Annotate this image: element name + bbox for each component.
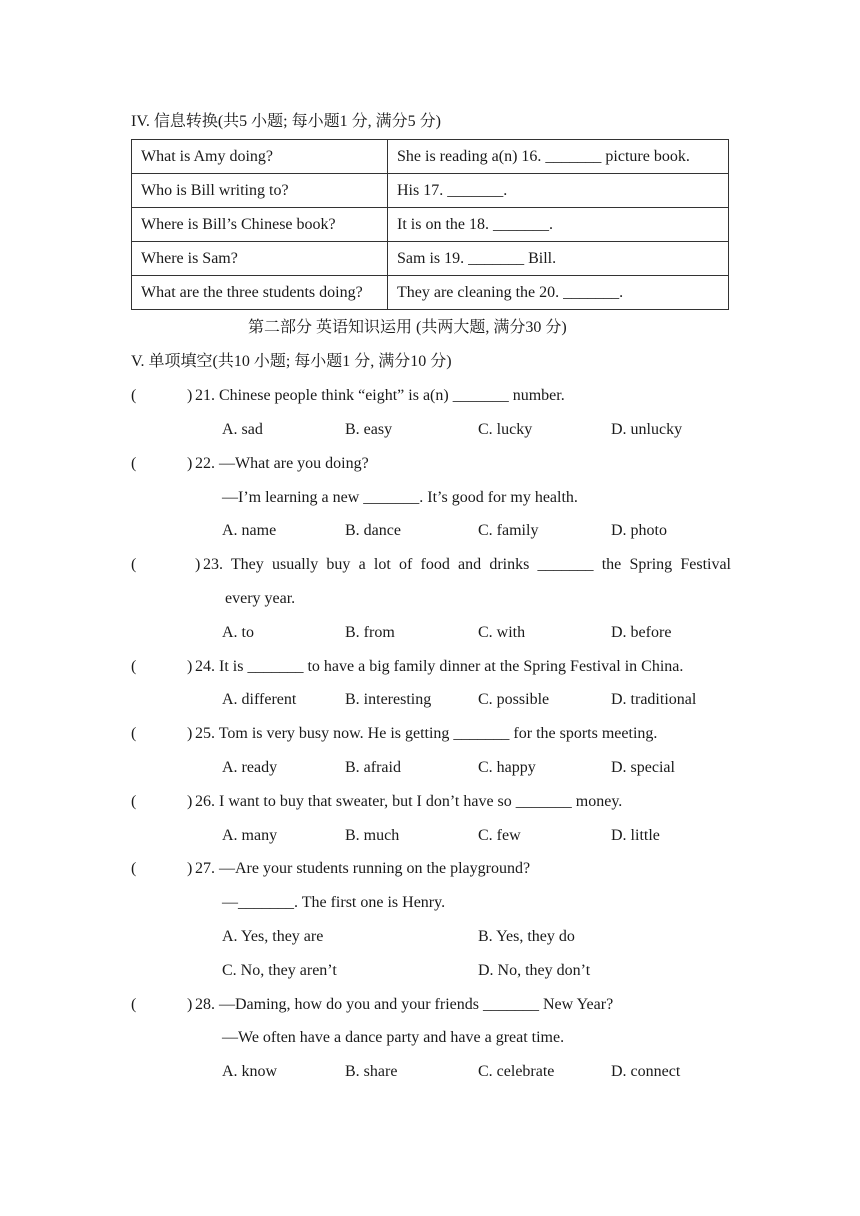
question-stem: 21. Chinese people think “eight” is a(n) _______ number. xyxy=(195,387,565,404)
question-24 xyxy=(131,657,731,677)
option-d: D. connect xyxy=(611,1063,681,1080)
option-b: B. much xyxy=(345,827,400,844)
answer-paren-open: ( xyxy=(131,996,137,1013)
table-row xyxy=(132,174,729,208)
part-2-title: 第二部分 英语知识运用 (共两大题, 满分30 分) xyxy=(248,319,567,336)
question-27 xyxy=(131,859,731,879)
table-row xyxy=(132,242,729,276)
question-stem: 26. I want to buy that sweater, but I don’t have so _______ money. xyxy=(195,793,623,810)
option-c: C. family xyxy=(478,522,539,539)
option-d: D. unlucky xyxy=(611,421,683,438)
option-b: B. afraid xyxy=(345,759,401,776)
question-dialogue-line: —I’m learning a new _______. It’s good for my health. xyxy=(222,489,578,506)
option-b: B. Yes, they do xyxy=(478,928,575,945)
option-b: B. interesting xyxy=(345,691,432,708)
option-d: D. traditional xyxy=(611,691,697,708)
option-c: C. happy xyxy=(478,759,536,776)
option-a: A. name xyxy=(222,522,277,539)
question-22 xyxy=(131,454,731,474)
answer-paren-open: ( xyxy=(131,860,137,877)
table-answer-cell: His 17. _______. xyxy=(388,174,729,208)
option-a: A. different xyxy=(222,691,297,708)
table-question-cell: Who is Bill writing to? xyxy=(132,174,388,208)
answer-paren-open: ( xyxy=(131,658,137,675)
option-c: C. with xyxy=(478,624,526,641)
option-a: A. many xyxy=(222,827,278,844)
table-row xyxy=(132,140,729,174)
answer-paren-open: ( xyxy=(131,455,137,472)
question-21 xyxy=(131,386,731,406)
option-c: C. celebrate xyxy=(478,1063,555,1080)
answer-paren-open: ( xyxy=(131,725,137,742)
answer-paren-close: ) xyxy=(187,860,193,877)
question-stem: 28. —Daming, how do you and your friends _______ New Year? xyxy=(195,996,614,1013)
option-a: A. sad xyxy=(222,421,263,438)
question-26 xyxy=(131,792,731,812)
answer-paren-close: ) xyxy=(187,387,193,404)
question-stem-continuation: every year. xyxy=(225,590,296,607)
table-answer-cell: They are cleaning the 20. _______. xyxy=(388,276,729,310)
table-question-cell: What is Amy doing? xyxy=(132,140,388,174)
option-b: B. share xyxy=(345,1063,398,1080)
option-d: D. special xyxy=(611,759,675,776)
option-a: A. to xyxy=(222,624,254,641)
question-dialogue-line: —_______. The first one is Henry. xyxy=(222,894,446,911)
answer-paren-close: ) xyxy=(187,793,193,810)
question-stem: 22. —What are you doing? xyxy=(195,455,369,472)
question-stem: 25. Tom is very busy now. He is getting _______ for the sports meeting. xyxy=(195,725,658,742)
table-answer-cell: Sam is 19. _______ Bill. xyxy=(388,242,729,276)
option-c: C. No, they aren’t xyxy=(222,962,337,979)
option-b: B. easy xyxy=(345,421,393,438)
answer-paren-close: ) xyxy=(195,556,201,573)
option-c: C. few xyxy=(478,827,521,844)
info-table xyxy=(131,139,729,310)
table-question-cell: Where is Sam? xyxy=(132,242,388,276)
question-stem: 23. They usually buy a lot of food and drinks _______ the Spring Festival xyxy=(203,556,731,573)
option-a: A. ready xyxy=(222,759,278,776)
answer-paren-close: ) xyxy=(187,996,193,1013)
option-d: D. photo xyxy=(611,522,667,539)
option-b: B. from xyxy=(345,624,395,641)
table-question-cell: Where is Bill’s Chinese book? xyxy=(132,208,388,242)
question-25 xyxy=(131,724,731,744)
section-5-title: V. 单项填空(共10 小题; 每小题1 分, 满分10 分) xyxy=(131,353,452,370)
question-dialogue-line: —We often have a dance party and have a great time. xyxy=(222,1029,565,1046)
option-b: B. dance xyxy=(345,522,401,539)
option-a: A. Yes, they are xyxy=(222,928,324,945)
answer-paren-close: ) xyxy=(187,455,193,472)
option-c: C. possible xyxy=(478,691,550,708)
option-a: A. know xyxy=(222,1063,278,1080)
question-stem: 24. It is _______ to have a big family dinner at the Spring Festival in China. xyxy=(195,658,684,675)
answer-paren-open: ( xyxy=(131,793,137,810)
table-row xyxy=(132,276,729,310)
question-23 xyxy=(131,555,731,575)
option-d: D. little xyxy=(611,827,660,844)
option-c: C. lucky xyxy=(478,421,533,438)
question-stem: 27. —Are your students running on the playground? xyxy=(195,860,531,877)
question-28 xyxy=(131,995,731,1015)
answer-paren-open: ( xyxy=(131,387,137,404)
table-answer-cell: It is on the 18. _______. xyxy=(388,208,729,242)
table-question-cell: What are the three students doing? xyxy=(132,276,388,310)
answer-paren-close: ) xyxy=(187,725,193,742)
answer-paren-close: ) xyxy=(187,658,193,675)
table-row xyxy=(132,208,729,242)
section-4-title: IV. 信息转换(共5 小题; 每小题1 分, 满分5 分) xyxy=(131,113,441,130)
table-answer-cell: She is reading a(n) 16. _______ picture book. xyxy=(388,140,729,174)
answer-paren-open: ( xyxy=(131,556,137,573)
option-d: D. No, they don’t xyxy=(478,962,591,979)
option-d: D. before xyxy=(611,624,672,641)
